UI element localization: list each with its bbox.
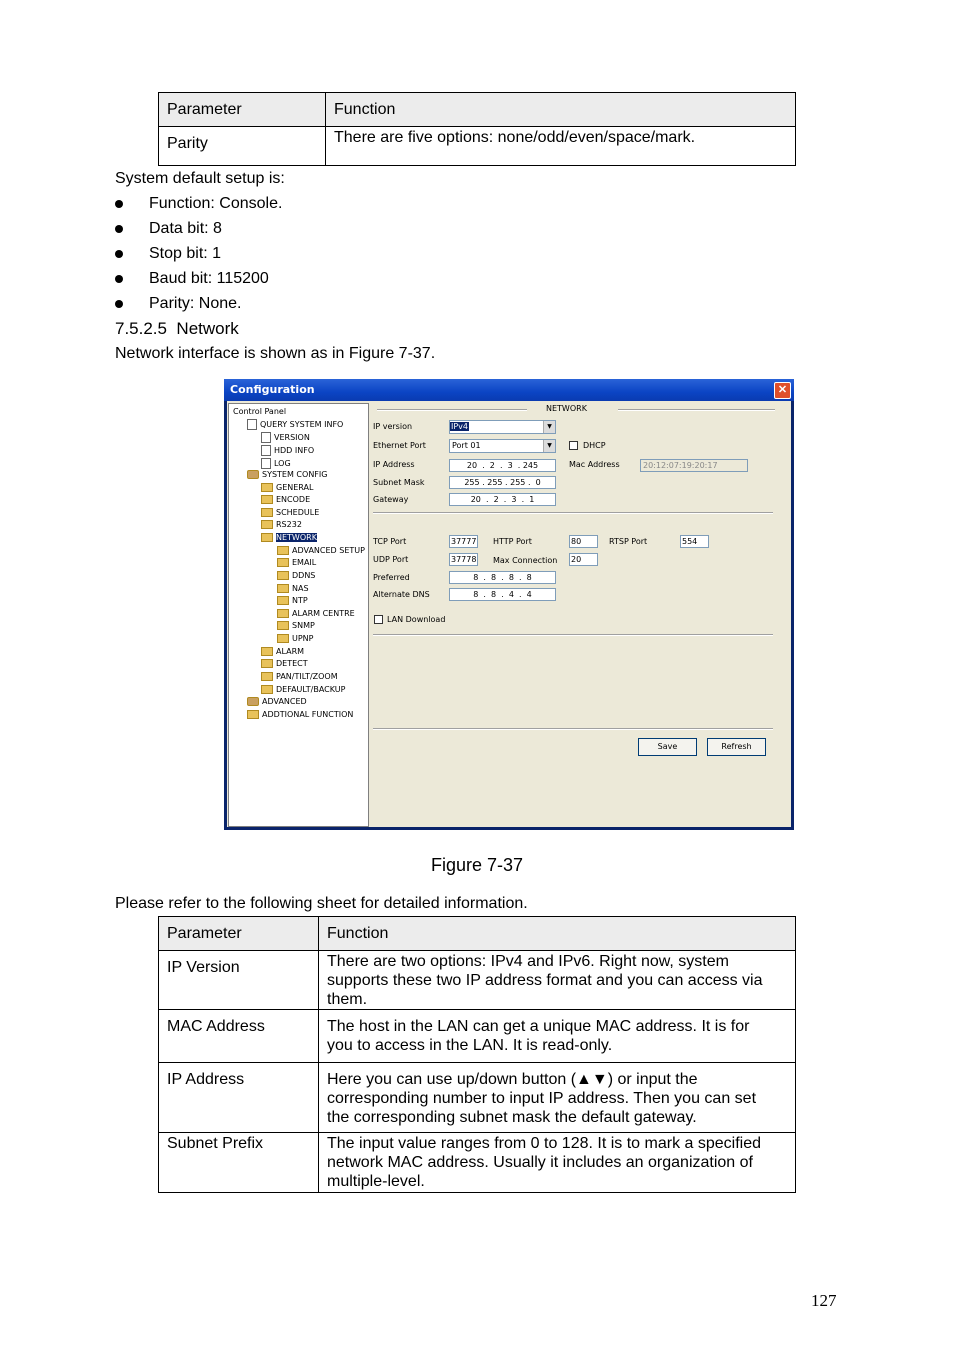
refresh-button[interactable]: Refresh (707, 738, 766, 756)
close-icon[interactable]: ✕ (774, 382, 791, 399)
rtsp-port-label: RTSP Port (609, 537, 648, 546)
max-connection-field[interactable]: 20 (569, 553, 598, 566)
table-cell: The host in the LAN can get a unique MAC address. It is for you to access in the LAN. It is read-only. (319, 1010, 796, 1063)
chevron-down-icon[interactable]: ▼ (543, 440, 555, 452)
config-tree[interactable] (228, 403, 369, 827)
tcp-port-field[interactable]: 37777 (451, 537, 477, 546)
mac-address-field: 20:12:07:19:20:17 (640, 459, 748, 472)
tree-item-additional[interactable]: ADDTIONAL FUNCTION (247, 710, 353, 720)
folder-icon (277, 621, 289, 630)
tree-item-default-backup[interactable]: DEFAULT/BACKUP (261, 685, 345, 695)
lan-download-label: LAN Download (387, 615, 446, 624)
folder-icon (247, 710, 259, 719)
table-cell: IP Version (159, 951, 319, 1010)
preferred-dns-label: Preferred (373, 573, 410, 582)
table-cell: Parity (159, 127, 326, 166)
divider (373, 512, 773, 514)
parity-table (158, 92, 796, 166)
dialog-title: Configuration (230, 383, 315, 396)
document-icon (247, 419, 257, 430)
gateway-field[interactable]: 20 . 2 . 3 . 1 (449, 493, 556, 506)
ethernet-port-select[interactable]: Port 01 ▼ (449, 439, 556, 453)
table-header: Function (319, 917, 796, 951)
folder-icon (261, 672, 273, 681)
save-button[interactable]: Save (638, 738, 697, 756)
tree-item-query[interactable]: QUERY SYSTEM INFO (247, 419, 343, 430)
tree-item-upnp[interactable]: UPNP (277, 634, 314, 644)
tree-item-advanced[interactable]: ADVANCED (247, 697, 307, 707)
tree-item-encode[interactable]: ENCODE (261, 495, 310, 505)
rtsp-port-field[interactable]: 554 (680, 535, 709, 548)
folder-icon (261, 483, 273, 492)
tree-item-system[interactable]: SYSTEM CONFIG (247, 470, 327, 480)
tree-item-general[interactable]: GENERAL (261, 483, 313, 493)
table-header: Function (326, 93, 796, 127)
chevron-down-icon[interactable]: ▼ (543, 421, 555, 433)
ip-version-label: IP version (373, 422, 413, 431)
table-row (159, 951, 796, 1010)
table-cell: The input value ranges from 0 to 128. It is to mark a specified network MAC address. Usually it includes an organization of multiple-level. (319, 1133, 796, 1193)
tree-item-rs232[interactable]: RS232 (261, 520, 302, 530)
figure-caption: Figure 7-37 (430, 855, 524, 875)
folder-icon (277, 596, 289, 605)
gateway-label: Gateway (373, 495, 409, 504)
table-cell: IP Address (159, 1063, 319, 1133)
tree-item-nas[interactable]: NAS (277, 584, 309, 594)
document-icon (261, 458, 271, 469)
lan-download-checkbox[interactable] (374, 615, 383, 624)
dhcp-label: DHCP (583, 441, 606, 450)
intro-text: Network interface is shown as in Figure 7-37. (115, 345, 436, 362)
document-icon (261, 432, 271, 443)
dialog-titlebar (224, 379, 794, 401)
max-connection-label: Max Connection (493, 556, 558, 565)
table-header: Parameter (159, 917, 319, 951)
preferred-dns-field[interactable]: 8 . 8 . 8 . 8 (449, 571, 556, 584)
tree-item-alarm-centre[interactable]: ALARM CENTRE (277, 609, 355, 619)
default-intro: System default setup is: (115, 170, 285, 187)
divider (377, 409, 527, 411)
tree-item-ptz[interactable]: PAN/TILT/ZOOM (261, 672, 338, 682)
configuration-dialog (224, 379, 794, 830)
folder-icon (277, 571, 289, 580)
table-cell: Here you can use up/down button (▲▼) or input the corresponding number to input IP address. Then you can set the corresponding subnet mask the default gateway. (319, 1063, 796, 1133)
folder-icon (277, 584, 289, 593)
dhcp-checkbox[interactable] (569, 441, 578, 450)
sheet-intro: Please refer to the following sheet for detailed information. (115, 895, 528, 912)
folder-icon (261, 659, 273, 668)
section-heading: 7.5.2.5 Network (115, 319, 239, 338)
divider (618, 409, 775, 411)
tree-item-email[interactable]: EMAIL (277, 558, 316, 568)
folder-icon (277, 609, 289, 618)
ip-address-field[interactable]: 20 . 2 . 3 . 245 (449, 459, 556, 472)
table-row (159, 1010, 796, 1063)
table-cell: MAC Address (159, 1010, 319, 1063)
udp-port-label: UDP Port (373, 555, 409, 564)
tree-item-detect[interactable]: DETECT (261, 659, 308, 669)
ip-address-label: IP Address (373, 460, 415, 469)
folder-icon (277, 634, 289, 643)
tree-item-advanced-setup[interactable]: ADVANCED SETUP (277, 546, 365, 556)
table-row (159, 1063, 796, 1133)
folder-icon (261, 495, 273, 504)
dialog-body (227, 401, 791, 827)
tree-item-hdd[interactable]: HDD INFO (261, 445, 314, 456)
table-header: Parameter (159, 93, 326, 127)
tree-item-log[interactable]: LOG (261, 458, 291, 469)
tree-item-network[interactable]: NETWORK (261, 533, 317, 543)
mac-address-label: Mac Address (569, 460, 620, 469)
ethernet-port-label: Ethernet Port (373, 441, 426, 450)
http-port-field[interactable]: 80 (569, 535, 598, 548)
tree-item-ddns[interactable]: DDNS (277, 571, 315, 581)
tree-item-schedule[interactable]: SCHEDULE (261, 508, 319, 518)
folder-icon (261, 647, 273, 656)
network-pane (371, 401, 791, 827)
tree-item-snmp[interactable]: SNMP (277, 621, 315, 631)
alternate-dns-field[interactable]: 8 . 8 . 4 . 4 (449, 588, 556, 601)
page-number: 127 (811, 1291, 837, 1310)
table-row (159, 1133, 796, 1193)
settings-icon (247, 470, 259, 479)
folder-icon (277, 558, 289, 567)
tools-icon (247, 697, 259, 706)
table-cell: Subnet Prefix (159, 1133, 319, 1193)
document-icon (261, 445, 271, 456)
divider (373, 728, 773, 730)
udp-port-field[interactable]: 37778 (451, 555, 477, 564)
alternate-dns-label: Alternate DNS (373, 590, 430, 599)
http-port-label: HTTP Port (493, 537, 532, 546)
folder-icon (277, 546, 289, 555)
table-cell: There are two options: IPv4 and IPv6. Right now, system supports these two IP address format and you can access via them. (319, 951, 796, 1010)
tcp-port-label: TCP Port (373, 537, 407, 546)
subnet-mask-label: Subnet Mask (373, 478, 425, 487)
folder-icon (261, 520, 273, 529)
network-parameter-table (158, 916, 796, 1193)
subnet-mask-field[interactable]: 255 . 255 . 255 . 0 (449, 476, 556, 489)
folder-open-icon (261, 533, 273, 542)
tree-item-version[interactable]: VERSION (261, 432, 310, 443)
section-title: NETWORK (546, 404, 587, 413)
ip-version-select[interactable]: IPv4 ▼ (449, 420, 556, 434)
tree-root[interactable]: Control Panel (233, 407, 287, 416)
folder-icon (261, 508, 273, 517)
tree-item-ntp[interactable]: NTP (277, 596, 308, 606)
folder-icon (261, 685, 273, 694)
tree-item-alarm[interactable]: ALARM (261, 647, 304, 657)
table-cell: There are five options: none/odd/even/space/mark. (326, 127, 796, 166)
divider (373, 634, 773, 636)
